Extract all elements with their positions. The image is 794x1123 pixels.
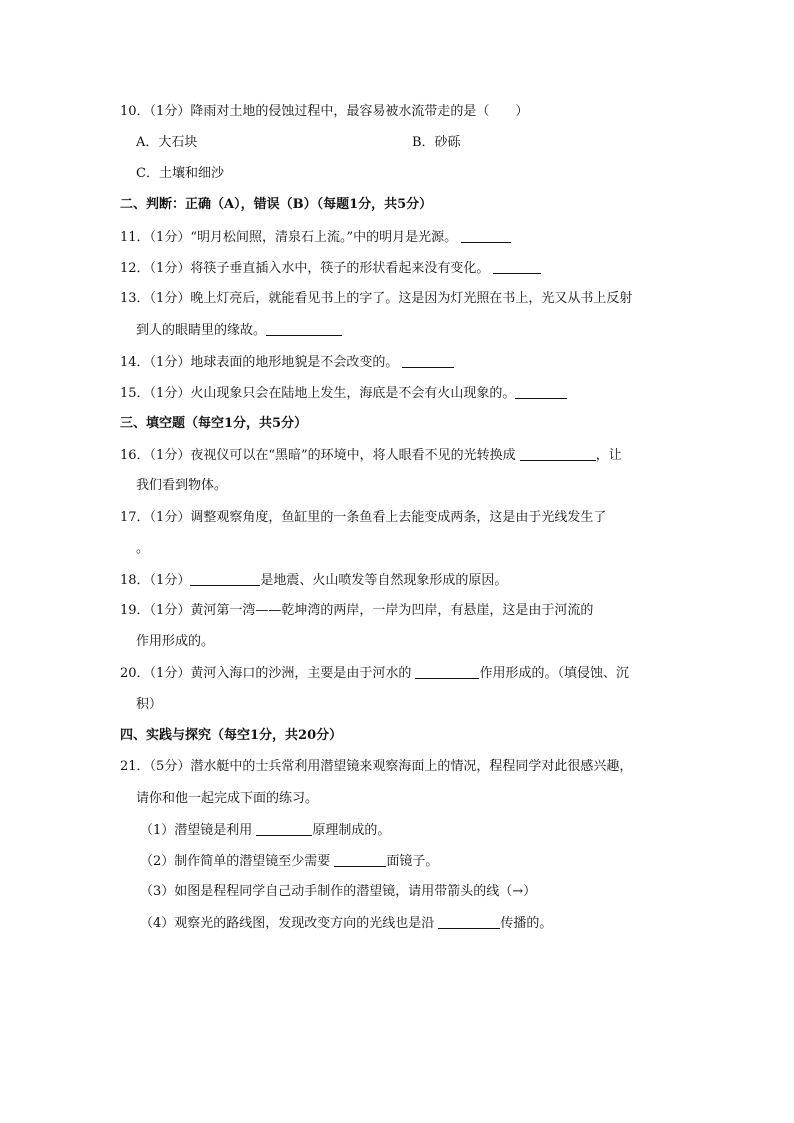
q21-sub4-pre: （4）观察光的路线图，发现改变方向的光线也是沿 <box>140 916 435 931</box>
q18-answer-blank[interactable] <box>190 571 260 586</box>
q15-answer-blank[interactable] <box>515 384 567 399</box>
q12-text: 12．（1分）将筷子垂直插入水中，筷子的形状看起来没有变化。 <box>120 261 490 276</box>
q21-sub2-post: 面镜子。 <box>386 854 439 869</box>
q21-sub1-post: 原理制成的。 <box>312 823 391 838</box>
q14 <box>120 353 454 372</box>
q18-pre: 18．（1分） <box>120 573 191 588</box>
q21-line1: 21．（5分）潜水艇中的士兵常利用潜望镜来观察海面上的情况，程程同学对此很感兴趣， <box>120 759 633 774</box>
q21-sub1-answer-blank[interactable] <box>256 821 312 836</box>
q20-answer-blank[interactable] <box>415 664 479 679</box>
q10-option-b: B．砂砾 <box>412 135 461 150</box>
q16 <box>120 446 622 465</box>
q21-line2: 请你和他一起完成下面的练习。 <box>136 791 319 806</box>
q16-line1-pre: 16．（1分）夜视仪可以在“黑暗”的环境中，将人眼看不见的光转换成 <box>120 448 516 463</box>
q13 <box>136 321 342 340</box>
section-3-heading: 三、填空题（每空1分，共5分） <box>120 416 308 431</box>
q16-line1-post: ，让 <box>595 448 622 463</box>
q10-stem: 10．（1分）降雨对土地的侵蚀过程中，最容易被水流带走的是（ ） <box>120 104 529 119</box>
q21-sub1 <box>140 821 390 840</box>
q20-line1-post: 作用形成的。（填侵蚀、沉 <box>479 666 629 681</box>
q18 <box>120 571 507 590</box>
q19-line2: 作用形成的。 <box>136 634 215 649</box>
q16-answer-blank[interactable] <box>520 446 596 461</box>
q14-text: 14．（1分）地球表面的地形地貌是不会改变的。 <box>120 355 399 370</box>
q11-answer-blank[interactable] <box>461 228 511 243</box>
q16-line2: 我们看到物体。 <box>136 478 228 493</box>
q11-text: 11．（1分）“明月松间照，清泉石上流。”中的明月是光源。 <box>120 230 458 245</box>
q10-option-c: C．土壤和细沙 <box>136 166 224 181</box>
q19-line1: 19．（1分）黄河第一湾——乾坤湾的两岸，一岸为凹岸，有悬崖，这是由于河流的 <box>120 603 594 618</box>
q21-sub4 <box>140 914 552 933</box>
q20 <box>120 664 629 683</box>
section-2-heading: 二、判断：正确（A），错误（B）（每题1分，共5分） <box>120 197 433 212</box>
section-4-heading: 四、实践与探究（每空1分，共20分） <box>120 728 343 743</box>
q15-text: 15．（1分）火山现象只会在陆地上发生，海底是不会有火山现象的。 <box>120 386 516 401</box>
q17-line2: 。 <box>136 541 150 556</box>
q18-post: 是地震、火山喷发等自然现象形成的原因。 <box>260 573 508 588</box>
q13-answer-blank[interactable] <box>266 321 342 336</box>
q21-sub4-post: 传播的。 <box>500 916 553 931</box>
q17-line1: 17．（1分）调整观察角度，鱼缸里的一条鱼看上去能变成两条，这是由于光线发生了 <box>120 510 607 525</box>
q12-answer-blank[interactable] <box>493 259 541 274</box>
q20-line2: 积） <box>136 697 163 712</box>
q21-sub2-pre: （2）制作简单的潜望镜至少需要 <box>140 854 331 869</box>
q14-answer-blank[interactable] <box>402 353 454 368</box>
q20-line1-pre: 20．（1分）黄河入海口的沙洲，主要是由于河水的 <box>120 666 412 681</box>
q11 <box>120 228 511 247</box>
q13-line2: 到人的眼睛里的缘故。 <box>136 323 267 338</box>
q15 <box>120 384 567 403</box>
q10-option-a: A．大石块 <box>136 135 198 150</box>
q21-sub2-answer-blank[interactable] <box>334 852 386 867</box>
q13-line1: 13．（1分）晚上灯亮后，就能看见书上的字了。这是因为灯光照在书上，光又从书上反射 <box>120 291 633 306</box>
q21-sub3: （3）如图是程程同学自己动手制作的潜望镜，请用带箭头的线（→） <box>140 884 537 899</box>
q12 <box>120 259 541 278</box>
q21-sub2 <box>140 852 438 871</box>
q21-sub1-pre: （1）潜望镜是利用 <box>140 823 253 838</box>
q21-sub4-answer-blank[interactable] <box>438 914 500 929</box>
